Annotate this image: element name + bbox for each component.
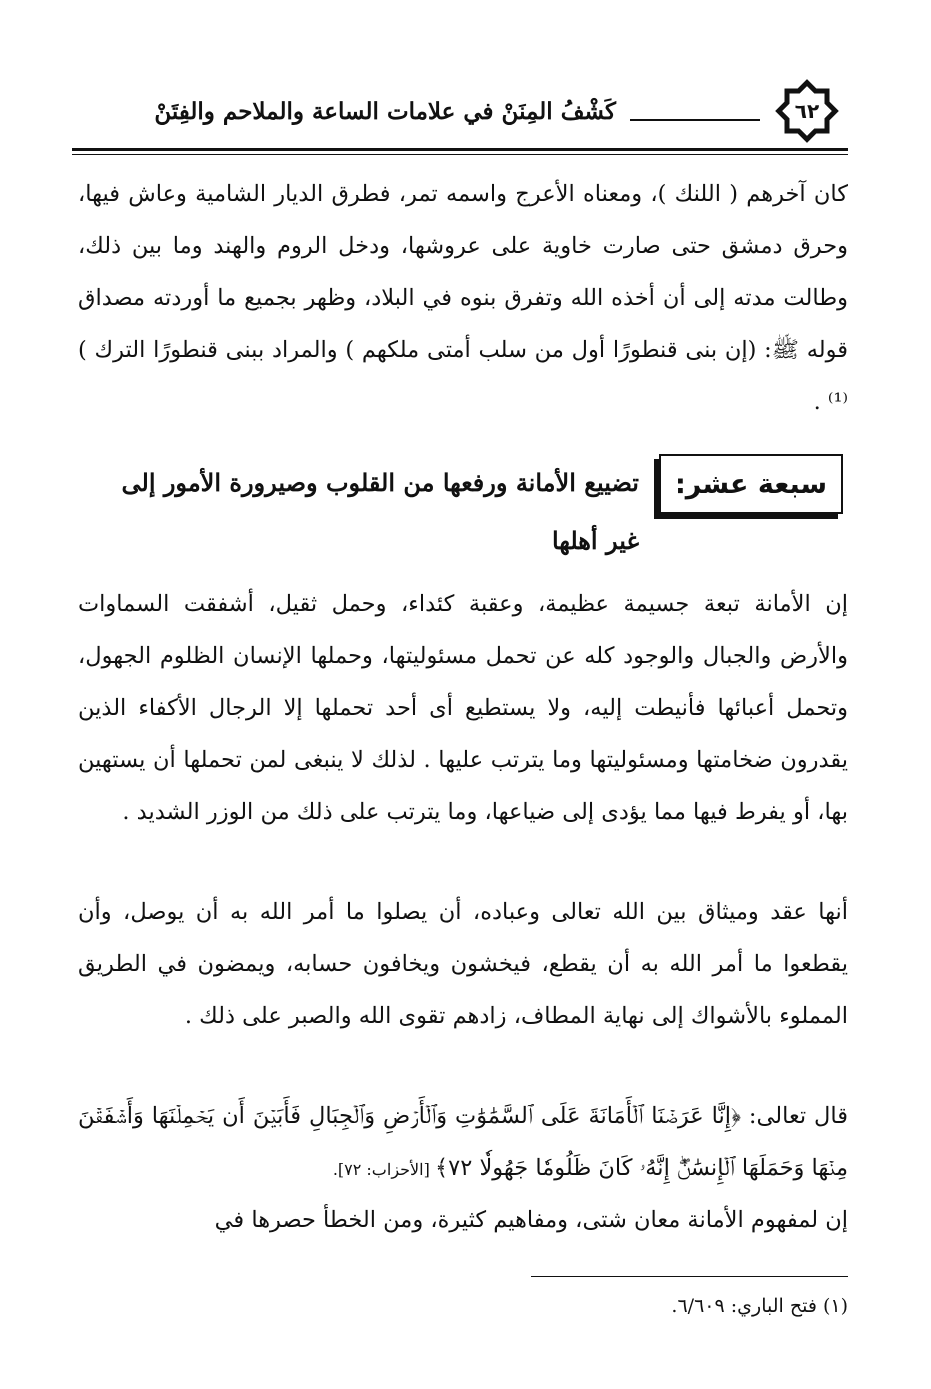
- footnote: (١) فتح الباري: ٦/٦٠٩.: [671, 1295, 848, 1317]
- header-divider-line: [630, 119, 760, 121]
- page-number: ٦٢: [794, 99, 820, 123]
- paragraph-3: أنها عقد وميثاق بين الله تعالى وعباده، أن يصلوا ما أمر الله به أن يوصل، وأن يقطعوا ما أمر الله به أن يقطع، فيخشون ويخافون حسابه، ويمضون في الطريق المملوء بالأشواك إلى نهاية المطاف، زادهم تقوى الله والصبر على ذلك .: [78, 899, 848, 1029]
- section-label: سبعة عشر:: [674, 468, 828, 500]
- quran-verse: ﴿إِنَّا عَرَضۡنَا ٱلۡأَمَانَةَ عَلَى ٱلسَّمَٰوَٰتِ وَٱلۡأَرۡضِ وَٱلۡجِبَالِ فَأَبَيۡنَ أَن يَحۡمِلۡنَهَا وَأَشۡفَقۡنَ مِنۡهَا وَحَمَلَهَا ٱلۡإِنسَٰنُۖ إِنَّهُۥ كَانَ ظَلُومٗا جَهُولٗا ٧٢﴾: [78, 1103, 848, 1181]
- section-heading: [83, 446, 859, 566]
- verse-reference: [الأحزاب: ٧٢].: [332, 1160, 435, 1179]
- section-title: تضييع الأمانة ورفعها من القلوب وصيرورة الأمور إلى غير أهلها: [121, 468, 639, 555]
- paragraph-4-quran-citation: [78, 1090, 848, 1196]
- header-rule: [72, 148, 848, 151]
- section-label-box: [659, 454, 843, 514]
- page-number-badge: [774, 78, 840, 144]
- running-title: كَشْفُ المِنَنْ في علامات الساعة والملاحم والفِتَنْ: [154, 98, 616, 125]
- paragraph-1: كان آخرهم ( اللنك )، ومعناه الأعرج واسمه تمر، فطرق الديار الشامية وعاش فيها، وحرق دمشق حتى صارت خاوية على عروشها، ودخل الروم والهند وما بين ذلك، وطالت مدته إلى أن أخذه الله وتفرق بنوه في البلاد، وظهر بجميع ما أوردته مصداق قوله ﷺ: (إن بنى قنطورًا أول من سلب أمتى ملكهم ) والمراد ببنى قنطورًا الترك ) ⁽¹⁾ .: [78, 181, 848, 415]
- page-header: [72, 78, 848, 148]
- paragraph-2: إن الأمانة تبعة جسيمة عظيمة، وعقبة كئداء، وحمل ثقيل، أشفقت السماوات والأرض والجبال والوجود كله عن تحمل مسئوليتها، وحملها الإنسان الظلوم الجهول، وتحمل أعبائها فأنيطت إليه، ولا يستطيع أى أحد تحملها إلا الرجال الأكفاء الذين يقدرون ضخامتها ومسئوليتها وما يترتب عليها . لذلك لا ينبغى لمن تحملها أن يستهين بها، أو يفرط فيها مما يؤدى إلى ضياعها، وما يترتب على ذلك من الوزر الشديد .: [78, 591, 848, 825]
- paragraph-5: إن لمفهوم الأمانة معان شتى، ومفاهيم كثيرة، ومن الخطأ حصرها في: [214, 1207, 848, 1233]
- footnote-rule: [531, 1276, 848, 1277]
- header-rule-thin: [72, 154, 848, 155]
- quran-intro: قال تعالى:: [740, 1103, 848, 1129]
